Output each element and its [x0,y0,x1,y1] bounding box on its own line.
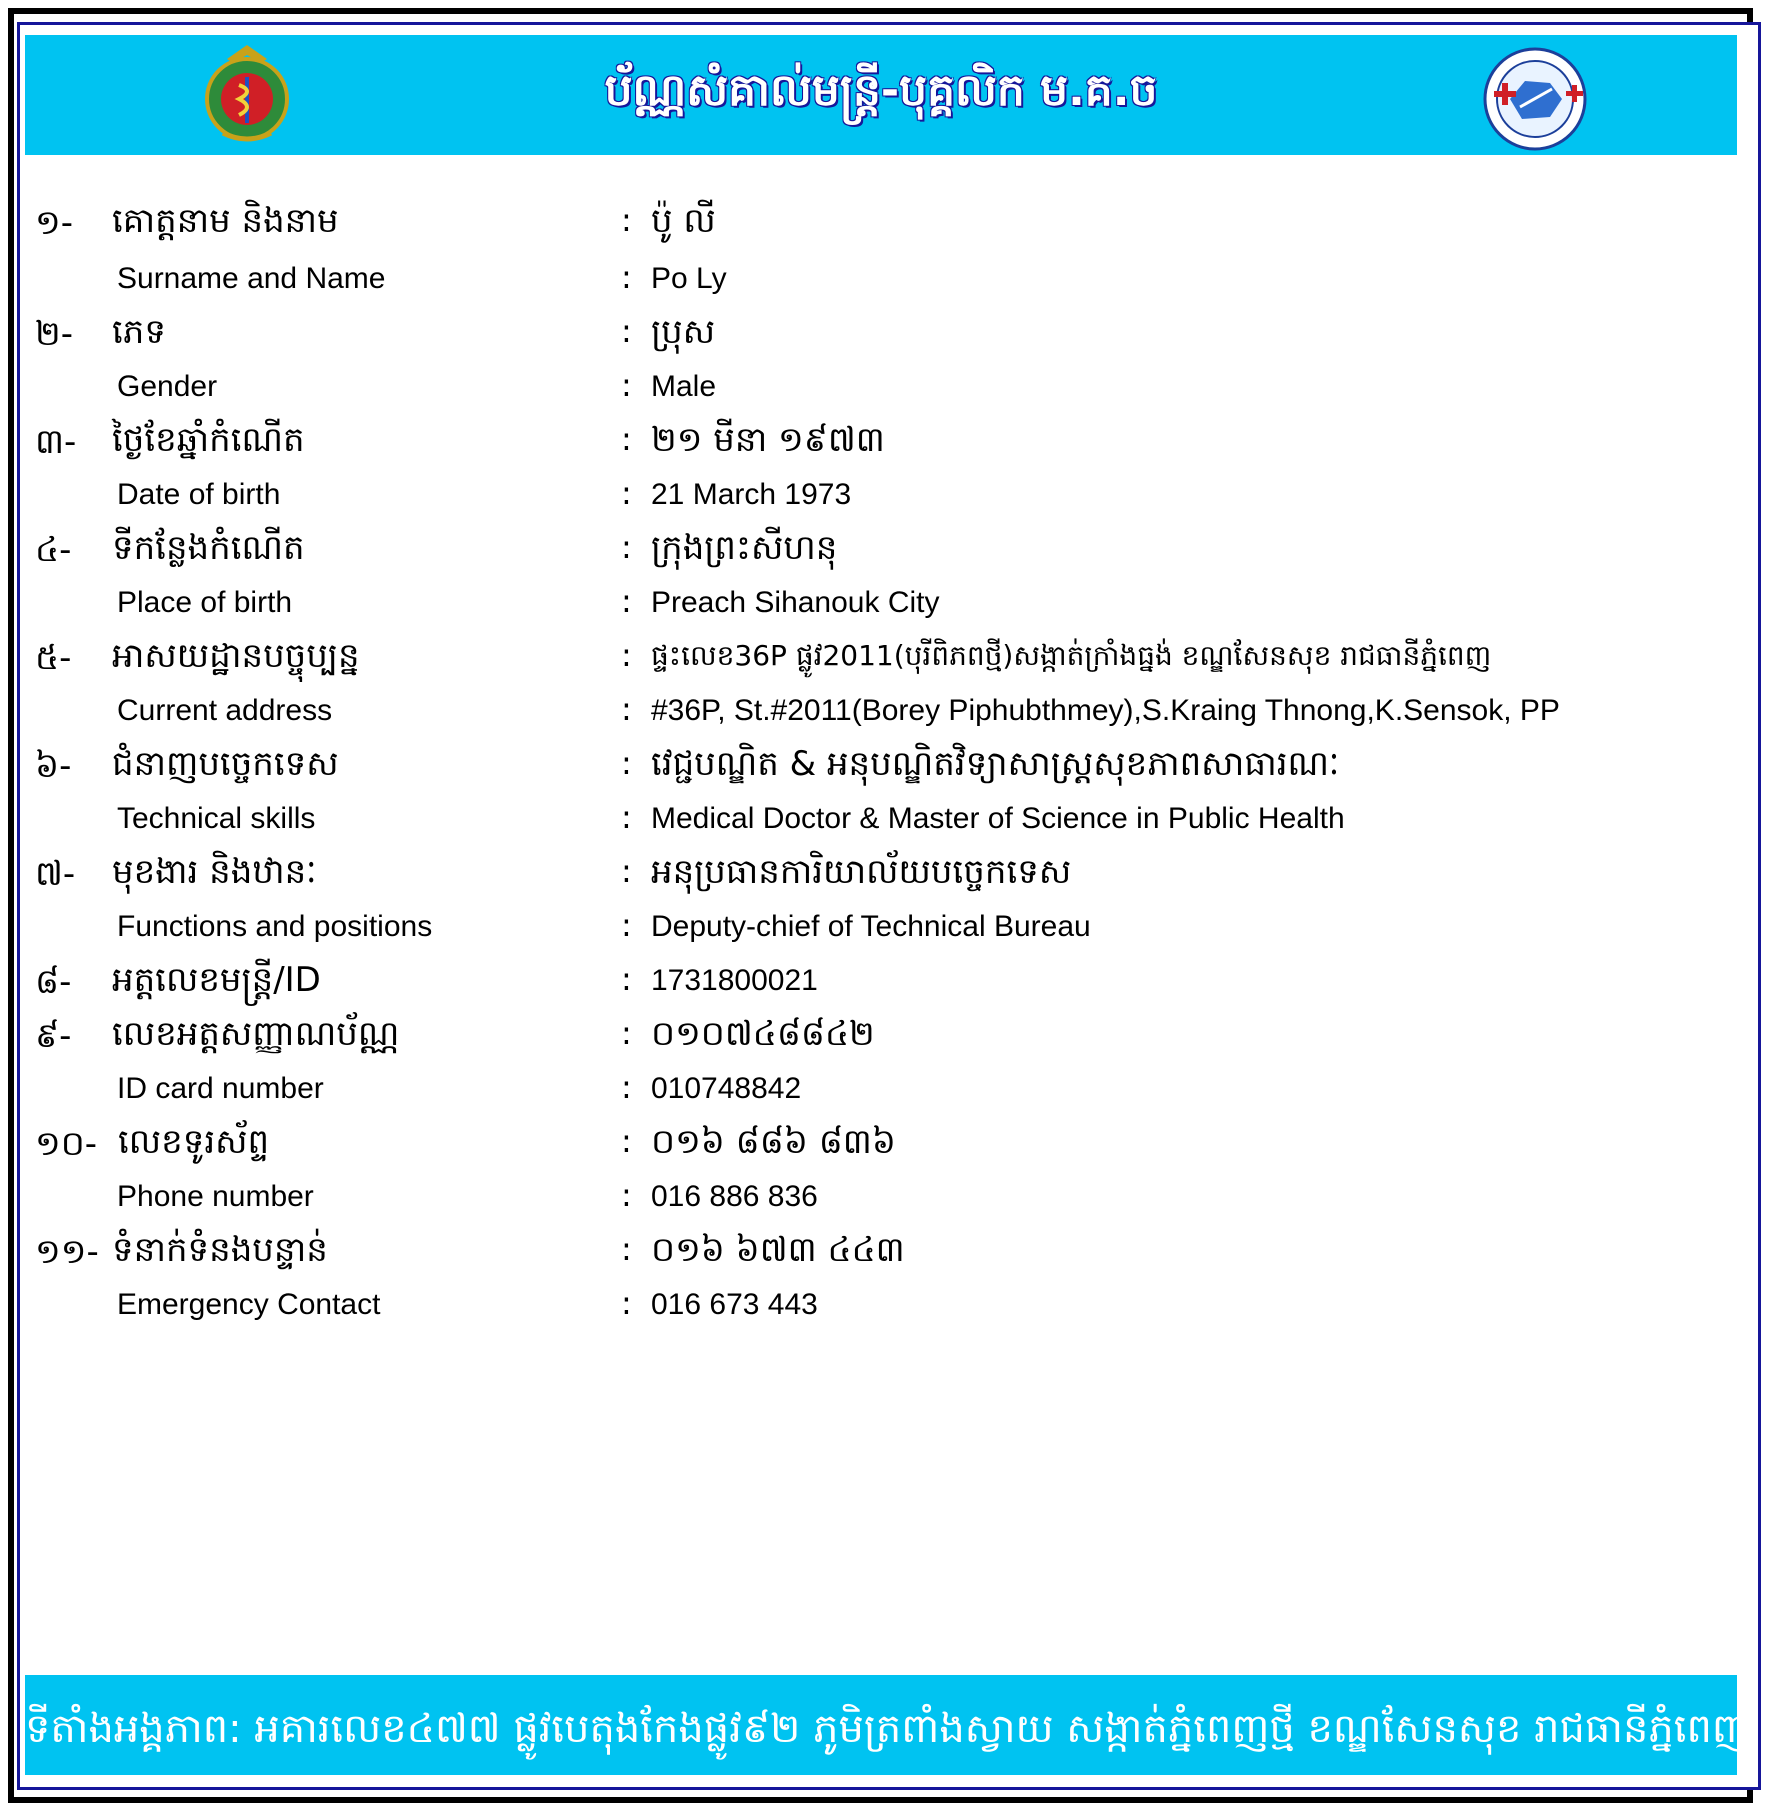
field-colon: : [621,906,632,944]
field-label-en: Phone number [117,1180,314,1213]
field-number: ១០- [35,1124,98,1164]
field-colon: : [621,258,632,296]
footer-banner [25,1675,1750,1775]
field-value-km: ប៉ូ លី [651,201,716,241]
field-label-en: Functions and positions [117,910,433,943]
field-label-en: Gender [117,370,218,403]
field-label-km: ទីកន្លែងកំណើត [112,528,305,568]
page-title: ប័ណ្ណសំគាល់មន្ត្រី-បុគ្គលិក ម.គ.ច [604,65,1158,116]
cnm-seal-icon [1480,47,1590,151]
field-colon: : [621,1176,632,1214]
field-number: ៤- [35,530,72,570]
field-label-km: លេខទូរស័ព្ទ [118,1122,270,1162]
field-value-en: Male [651,370,717,403]
field-value-en: 21 March 1973 [651,478,852,511]
field-label-en: Current address [117,694,333,727]
field-label-km: អត្តលេខមន្ត្រី/ID [112,960,321,1000]
field-9-row-en [0,1062,1771,1116]
field-colon: : [621,582,632,620]
field-number: ៧- [35,854,76,894]
field-label-en: Technical skills [117,802,316,835]
field-2-row-en [0,360,1771,414]
field-value-en: #36P, St.#2011(Borey Piphubthmey),S.Kraing Thnong,K.Sensok, PP [651,694,1560,727]
field-value-km: 1731800021 [651,964,818,997]
footer-address: ទីតាំងអង្គភាព: អគារលេខ៤៧៧ ផ្លូវបេតុងកែងផ្លូវ៩២ ភូមិត្រពាំងស្វាយ សង្កាត់ភ្នំពេញថ្មី ខណ្ឌសែនសុខ រាជធានីភ្នំពេញ [25,1706,1750,1752]
field-label-en: ID card number [117,1072,324,1105]
field-3-row-en [0,468,1771,522]
field-colon: : [621,1230,632,1268]
field-1-row-en [0,252,1771,306]
field-colon: : [621,366,632,404]
field-number: ៥- [35,638,72,678]
field-colon: : [621,420,632,458]
field-9-row-km [0,1008,1771,1062]
field-colon: : [621,744,632,782]
field-label-km: អាសយដ្ឋានបច្ចុប្បន្ន [112,636,360,676]
field-1-row-km [0,195,1771,249]
field-label-en: Surname and Name [117,262,386,295]
field-value-en: 016 673 443 [651,1288,818,1321]
field-5-row-en [0,684,1771,738]
field-value-km: ០១៦ ៦៧៣ ៤៤៣ [651,1230,905,1270]
field-number: ២- [35,314,74,354]
field-label-km: ជំនាញបច្ចេកទេស [112,744,339,784]
field-label-km: គោត្តនាម និងនាម [112,201,339,241]
field-colon: : [621,201,632,239]
field-value-en: Preach Sihanouk City [651,586,940,619]
field-number: ៩- [35,1016,72,1056]
field-colon: : [621,798,632,836]
field-value-km: ក្រុងព្រះសីហនុ [651,528,838,568]
field-value-km: វេជ្ជបណ្ឌិត & អនុបណ្ឌិតវិទ្យាសាស្ត្រសុខភាពសាធារណៈ [651,744,1340,784]
field-value-en: Deputy-chief of Technical Bureau [651,910,1091,943]
field-colon: : [621,852,632,890]
field-number: ១១- [35,1232,99,1272]
header-banner [25,35,1737,155]
field-label-en: Emergency Contact [117,1288,381,1321]
field-number: ៨- [35,962,72,1002]
field-number: ១- [35,203,74,243]
field-value-en: Medical Doctor & Master of Science in Public Health [651,802,1345,835]
field-label-km: លេខអត្តសញ្ញាណប័ណ្ណ [112,1014,400,1054]
field-value-km: ផ្ទះលេខ36P ផ្លូវ2011(បុរីពិភពថ្មី)សង្កាត់ក្រាំងធ្នង់ ខណ្ឌសែនសុខ រាជធានីភ្នំពេញ [651,639,1492,672]
field-label-km: ទំនាក់ទំនងបន្ទាន់ [112,1230,328,1270]
field-colon: : [621,528,632,566]
field-5-row-km [0,630,1771,684]
field-value-km: ០១៦ ៨៨៦ ៨៣៦ [651,1122,896,1162]
field-10-row-km [0,1116,1771,1170]
field-3-row-km [0,414,1771,468]
field-11-row-en [0,1278,1771,1332]
field-colon: : [621,312,632,350]
field-colon: : [621,1284,632,1322]
field-colon: : [621,636,632,674]
field-2-row-km [0,306,1771,360]
field-colon: : [621,690,632,728]
field-value-km: ប្រុស [651,312,716,352]
field-8-row-km [0,954,1771,1008]
field-value-en: 016 886 836 [651,1180,818,1213]
field-value-km: ២១ មីនា ១៩៧៣ [651,420,885,460]
field-colon: : [621,1122,632,1160]
field-value-en: 010748842 [651,1072,802,1105]
field-label-km: ភេទ [112,312,166,352]
field-label-km: មុខងារ និងឋានៈ [112,852,317,892]
field-6-row-en [0,792,1771,846]
field-value-km: ០១០៧៤៨៨៤២ [651,1014,875,1054]
field-4-row-en [0,576,1771,630]
field-11-row-km [0,1224,1771,1278]
field-4-row-km [0,522,1771,576]
field-label-en: Date of birth [117,478,281,511]
field-colon: : [621,960,632,998]
field-value-en: Po Ly [651,262,727,295]
field-6-row-km [0,738,1771,792]
field-colon: : [621,1014,632,1052]
field-label-km: ថ្ងៃខែឆ្នាំកំណើត [112,420,305,460]
field-7-row-km [0,846,1771,900]
field-colon: : [621,474,632,512]
field-7-row-en [0,900,1771,954]
field-10-row-en [0,1170,1771,1224]
field-number: ៦- [35,746,72,786]
field-value-km: អនុប្រធានការិយាល័យបច្ចេកទេស [651,852,1072,892]
field-label-en: Place of birth [117,586,293,619]
field-colon: : [621,1068,632,1106]
field-number: ៣- [35,422,77,462]
